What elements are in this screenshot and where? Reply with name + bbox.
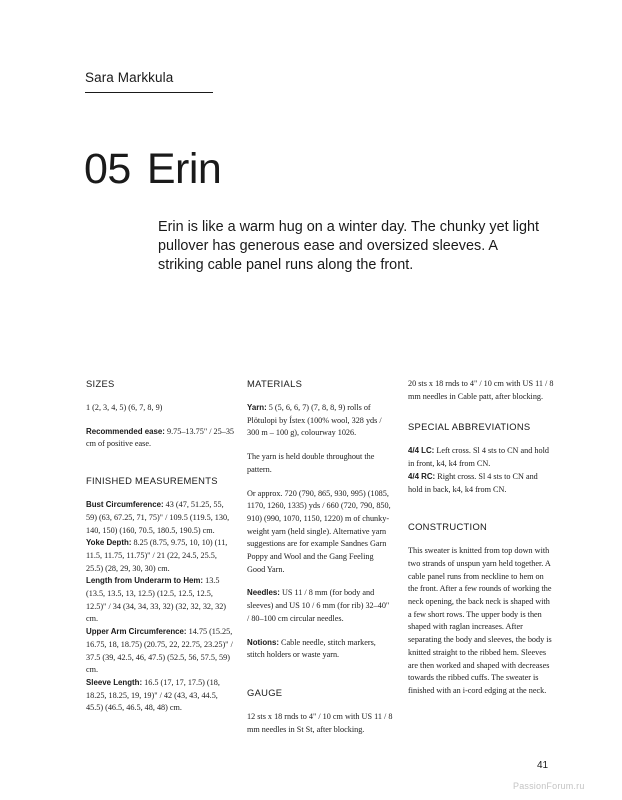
pattern-number: 05 — [84, 145, 131, 193]
author-name: Sara Markkula — [85, 70, 213, 93]
recommended-ease — [86, 426, 234, 451]
notions-label: Notions: — [247, 637, 279, 647]
sleeve-label: Sleeve Length: — [86, 677, 143, 687]
yarn-label: Yarn: — [247, 403, 267, 412]
gauge-cable: 20 sts x 18 rnds to 4" / 10 cm with US 11 / 8 mm needles in Cable patt, after blocking. — [408, 379, 554, 401]
finished-measurements-heading: FINISHED MEASUREMENTS — [86, 475, 218, 487]
notions-value: Cable needle, stitch markers, stitch holders or waste yarn. — [247, 637, 376, 660]
author-block — [85, 70, 213, 93]
sleeve-length — [86, 677, 234, 715]
yoke-depth — [86, 537, 234, 575]
length-value: 13.5 (13.5, 13.5, 13, 12.5) (12.5, 12.5, 12.5, 12.5)" / 34 (34, 34, 33, 32) (32, 32, 32, 32) cm. — [86, 576, 227, 624]
column-gauge-abbrev-construction — [408, 378, 554, 709]
lc-value: Left cross. Sl 4 sts to CN and hold in front, k4, k4 from CN. — [408, 446, 549, 469]
notions-info — [247, 637, 393, 662]
upper-arm-circumference — [86, 626, 234, 677]
gauge-heading: GAUGE — [247, 686, 283, 698]
yarn-double-note: The yarn is held double throughout the pattern. — [247, 452, 375, 474]
construction-heading: CONSTRUCTION — [408, 521, 488, 533]
length-underarm-hem — [86, 575, 234, 626]
materials-heading: MATERIALS — [247, 378, 303, 389]
sizes-list: 1 (2, 3, 4, 5) (6, 7, 8, 9) — [86, 403, 163, 412]
lc-label: 4/4 LC: — [408, 446, 435, 456]
column-sizes-measurements — [86, 378, 234, 726]
column-materials-gauge — [247, 378, 393, 747]
needles-info — [247, 587, 393, 625]
sizes-heading: SIZES — [86, 378, 115, 389]
ease-value: 9.75–13.75" / 25–35 cm of positive ease. — [86, 426, 235, 449]
bust-label: Bust Circumference: — [86, 500, 164, 510]
bust-circumference — [86, 499, 234, 537]
length-label: Length from Underarm to Hem: — [86, 576, 204, 586]
bust-value: 43 (47, 51.25, 55, 59) (63, 67.25, 71, 75)" / 109.5 (119.5, 130, 140, 150) (160, 70.5, 180.5, 190.5) cm. — [86, 500, 230, 535]
construction-text: This sweater is knitted from top down with two strands of unspun yarn held together. A cable panel runs from neckline to hem on the front. After a few rounds of working the neck opening, the back neck is shaped with a few short rows. The upper body is then shaped with raglan increases. After separating the body and sleeves, the body is knitted straight to the ribbed hem. Sleeves are then worked and shaped with decreases towards the ribbed cuffs. The sweater is finished with an i-cord edging at the neck. — [408, 546, 552, 695]
abbrev-4-4-lc — [408, 445, 554, 470]
pattern-title — [84, 145, 222, 193]
ease-label: Recommended ease: — [86, 426, 165, 436]
yoke-value: 8.25 (8.75, 9.75, 10, 10) (11, 11.5, 11.75, 11.75)" / 21 (22, 24.5, 25.5, 25.5) (28, 29, 30, 30) cm. — [86, 538, 228, 573]
sleeve-value: 16.5 (17, 17, 17.5) (18, 18.25, 18.25, 19, 19)" / 42 (43, 43, 44.5, 45.5) (46.5, 46.5, 48, 48) cm. — [86, 677, 220, 713]
upper-arm-label: Upper Arm Circumference: — [86, 627, 187, 637]
yarn-value: 5 (5, 6, 6, 7) (7, 8, 8, 9) rolls of Plötulopi by Ístex (100% wool, 328 yds / 300 m – 100 g), colourway 1026. — [247, 403, 382, 438]
page-number: 41 — [537, 760, 549, 771]
special-abbreviations-heading: SPECIAL ABBREVIATIONS — [408, 421, 531, 433]
watermark: PassionForum.ru — [513, 781, 585, 791]
abbrev-4-4-rc — [408, 471, 554, 496]
upper-arm-value: 14.75 (15.25, 16.75, 18, 18.75) (20.75, 22, 22.75, 23.25)" / 37.5 (39, 42.5, 46, 47.5) (52.5, 56, 57.5, 59) cm. — [86, 627, 233, 675]
yarn-info — [247, 402, 393, 440]
yarn-alternative: Or approx. 720 (790, 865, 930, 995) (1085, 1170, 1260, 1335) yds / 660 (720, 790, 850, 910) (990, 1070, 1150, 1220) m of chunky-weight yarn (held single). Alternative yarn suggestions are for example Sandnes Garn Poppy and Wool and the Gang Feeling Good Yarn. — [247, 488, 391, 574]
needles-label: Needles: — [247, 588, 280, 598]
rc-value: Right cross. Sl 4 sts to CN and hold in back, k4, k4 from CN. — [408, 471, 538, 494]
yoke-label: Yoke Depth: — [86, 538, 132, 548]
pattern-name: Erin — [146, 145, 222, 193]
gauge-st-st: 12 sts x 18 rnds to 4" / 10 cm with US 11 / 8 mm needles in St St, after blocking. — [247, 711, 393, 734]
intro-text: Erin is like a warm hug on a winter day. The chunky yet light pullover has generous ease and oversized sleeves. A striking cable panel runs along the front. — [158, 219, 539, 273]
rc-label: 4/4 RC: — [408, 471, 436, 481]
needles-value: US 11 / 8 mm (for body and sleeves) and US 10 / 6 mm (for rib) 32–40" / 80–100 cm circular needles. — [247, 588, 390, 623]
